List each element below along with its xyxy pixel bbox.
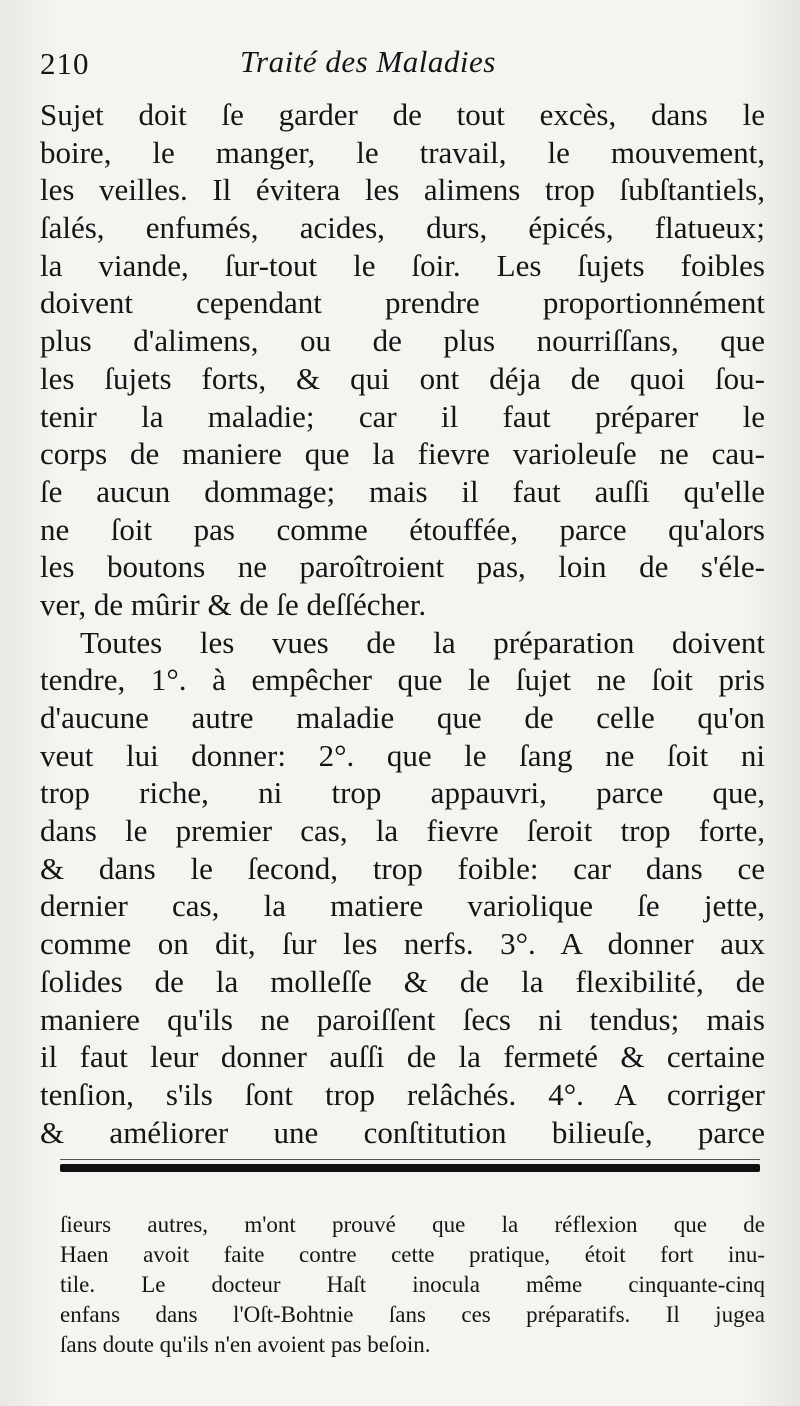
body-line: Toutes les vues de la préparation doivent: [80, 624, 765, 660]
body-line: d'aucune autre maladie que de celle qu'on: [40, 700, 765, 735]
body-line: tenir la maladie; car il faut préparer le: [40, 398, 765, 434]
body-line: doivent cependant prendre proportionnément: [40, 285, 765, 321]
page-number: 210: [40, 46, 90, 81]
body-line: veut lui donner: 2°. que le ſang ne ſoit ni: [40, 737, 765, 773]
body-text: [40, 96, 765, 1151]
body-line: il faut leur donner auſſi de la fermeté & certaine: [40, 1039, 765, 1075]
body-line: les ſujets forts, & qui ont déja de quoi ſou-: [40, 360, 765, 396]
body-line: dernier cas, la matiere variolique ſe jette,: [40, 888, 765, 924]
body-line: plus d'alimens, ou de plus nourriſſans, que: [40, 323, 765, 359]
body-line: & dans le ſecond, trop foible: car dans ce: [40, 850, 765, 886]
body-line: tendre, 1°. à empêcher que le ſujet ne ſoit pris: [40, 662, 765, 698]
body-line: dans le premier cas, la fievre ſeroit trop forte,: [40, 813, 765, 849]
body-line: ſalés, enfumés, acides, durs, épicés, flatueux;: [40, 210, 765, 246]
body-line: comme on dit, ſur les nerfs. 3°. A donner aux: [40, 926, 765, 962]
body-line: corps de maniere que la fievre varioleuſe ne cau-: [40, 436, 765, 472]
body-line: trop riche, ni trop appauvri, parce que,: [40, 775, 765, 811]
body-line: ſolides de la molleſſe & de la flexibilité, de: [40, 963, 765, 999]
footnote-separator-rule: [60, 1164, 760, 1172]
body-line: les veilles. Il évitera les alimens trop ſubſtantiels,: [40, 172, 765, 208]
body-line: Sujet doit ſe garder de tout excès, dans le: [40, 97, 765, 132]
body-line: ver, de mûrir & de ſe deſſécher.: [40, 586, 427, 622]
footnote-line: tile. Le docteur Haſt inocula même cinquante-cinq: [60, 1272, 765, 1297]
footnote-line: enfans dans l'Oſt-Bohtnie ſans ces préparatifs. Il jugea: [60, 1302, 765, 1327]
body-line: boire, le manger, le travail, le mouvement,: [40, 134, 765, 170]
body-line: les boutons ne paroîtroient pas, loin de s'éle-: [40, 549, 765, 585]
footnote: [60, 1210, 765, 1360]
body-line: la viande, ſur-tout le ſoir. Les ſujets foibles: [40, 247, 765, 283]
body-line: & améliorer une conſtitution bilieuſe, parce: [40, 1114, 765, 1150]
body-line: maniere qu'ils ne paroiſſent ſecs ni tendus; mais: [40, 1001, 765, 1037]
running-title: Traité des Maladies: [240, 44, 496, 79]
page-header: [40, 42, 770, 82]
body-line: ſe aucun dommage; mais il faut auſſi qu'elle: [40, 473, 765, 509]
footnote-line: ſieurs autres, m'ont prouvé que la réflexion que de: [60, 1212, 765, 1237]
body-line: ne ſoit pas comme étouffée, parce qu'alors: [40, 511, 765, 547]
footnote-line: ſans doute qu'ils n'en avoient pas beſoin.: [60, 1332, 431, 1357]
body-line: tenſion, s'ils ſont trop relâchés. 4°. A corriger: [40, 1076, 765, 1112]
footnote-line: Haen avoit faite contre cette pratique, étoit fort inu-: [60, 1242, 765, 1267]
